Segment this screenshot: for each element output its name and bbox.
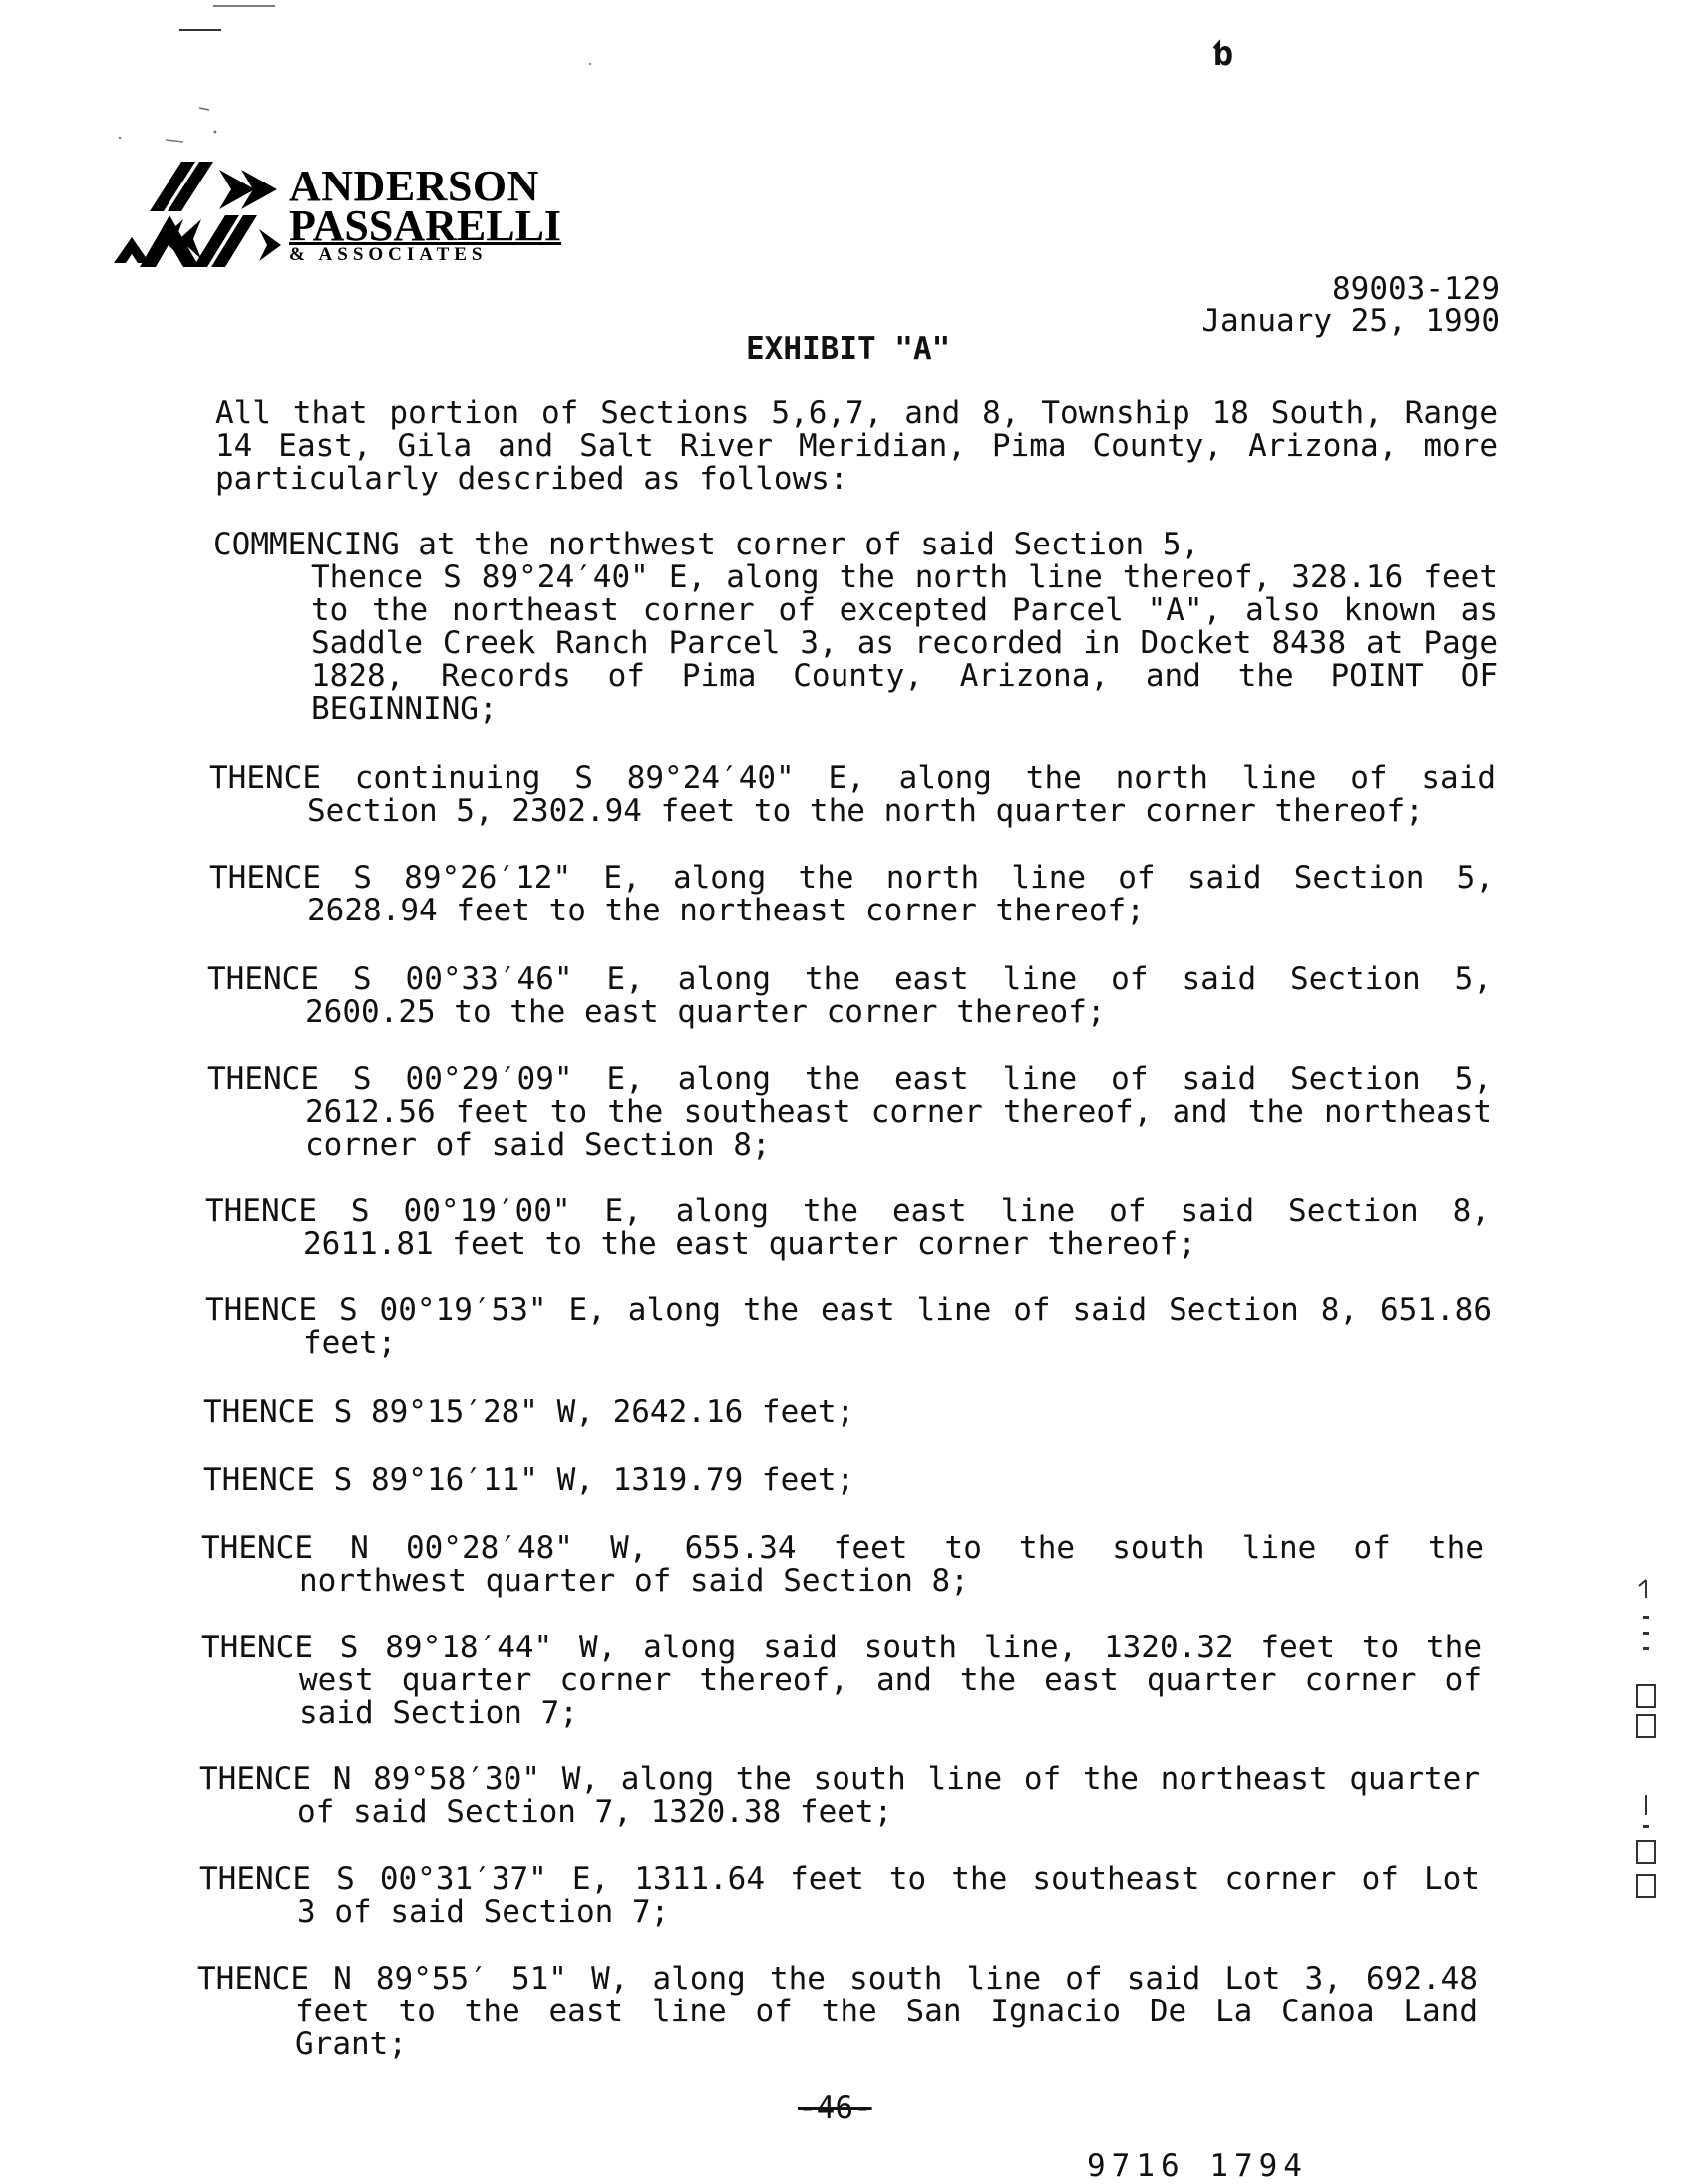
logo-line-3: & ASSOCIATES [289, 244, 488, 265]
paragraph-continuation: Section 5, 2302.94 feet to the north quarter corner thereof; [307, 793, 1424, 829]
legal-paragraph [203, 1396, 1490, 1429]
company-logo-icon [110, 160, 299, 271]
paragraph-first-line: THENCE S 89°18′44" W, along said south line, 1320.32 feet to the [201, 1630, 1482, 1665]
paragraph-first-line: THENCE N 89°55′ 51" W, along the south line of said Lot 3, 692.48 [197, 1961, 1478, 1997]
paragraph-continuation: 2600.25 to the east quarter corner thereof; [305, 994, 1106, 1030]
legal-paragraph [209, 862, 1494, 927]
paragraph-continuation: 2611.81 feet to the east quarter corner thereof; [303, 1226, 1196, 1262]
legal-paragraph [199, 1863, 1480, 1929]
paragraph-continuation: feet to the east line of the San Ignacio De La Canoa Land Grant; [295, 1994, 1478, 2062]
paragraph-continuation: 3 of said Section 7; [297, 1894, 670, 1930]
paragraph-continuation: northwest quarter of said Section 8; [299, 1563, 969, 1599]
exhibit-title: EXHIBIT "A" [746, 331, 951, 367]
paragraph-first-line: THENCE continuing S 89°24′40" E, along the north line of said [209, 760, 1496, 796]
paragraph-first-line: THENCE S 00°29′09" E, along the east line of said Section 5, [207, 1061, 1492, 1097]
paragraph-continuation: feet; [303, 1325, 397, 1361]
logo-line-1: ANDERSON [289, 162, 539, 210]
page-number: -46- [798, 2090, 872, 2126]
paragraph-first-line: THENCE S 89°16′11" W, 1319.79 feet; [203, 1462, 855, 1498]
legal-paragraph [205, 1294, 1492, 1360]
paragraph-continuation: of said Section 7, 1320.38 feet; [297, 1794, 893, 1830]
legal-paragraph [207, 963, 1492, 1029]
paragraph-first-line: THENCE S 89°26′12" E, along the north line of said Section 5, [209, 860, 1494, 896]
paragraph-first-line: THENCE S 00°31′37" E, 1311.64 feet to the southeast corner of Lot [199, 1861, 1480, 1897]
logo-line-2: PASSARELLI [289, 201, 562, 250]
legal-paragraph [197, 1963, 1478, 2061]
legal-paragraph [201, 1532, 1484, 1598]
paragraph-first-line: COMMENCING at the northwest corner of said Section 5, [213, 527, 1200, 562]
company-logo-text [289, 162, 562, 265]
recording-reference: 9716 1794 [1087, 2148, 1308, 2184]
paragraph-first-line: THENCE S 00°19′00" E, along the east line of said Section 8, [205, 1193, 1490, 1229]
legal-paragraph [203, 1464, 1490, 1497]
legal-paragraph [205, 1195, 1490, 1261]
recording-stamp [1631, 1576, 1661, 1915]
paragraph-first-line: THENCE S 00°33′46" E, along the east line of said Section 5, [207, 961, 1492, 997]
legal-paragraph [209, 762, 1496, 828]
legal-paragraph-commencing [213, 529, 1498, 726]
paragraph-first-line: THENCE N 89°58′30" W, along the south line of the northeast quarter [199, 1761, 1480, 1797]
paragraph-continuation: Thence S 89°24′40" E, along the north line thereof, 328.16 feet to the northeast corner of excepted Parcel "A", also known as Saddle Creek Ranch Parcel 3, as recorded in Docket 8438 at Page 1828, Records of Pima County, Arizona, and the POINT OF BEGINNING; [311, 559, 1498, 727]
legal-paragraph [207, 1063, 1492, 1162]
legal-paragraph [201, 1632, 1482, 1730]
intro-paragraph: All that portion of Sections 5,6,7, and 8, Township 18 South, Range 14 East, Gila and Salt River Meridian, Pima County, Arizona, more particularly described as follows: [215, 395, 1498, 497]
paragraph-continuation: 2612.56 feet to the southeast corner thereof, and the northeast corner of said Section 8; [305, 1094, 1492, 1163]
legal-paragraph [199, 1763, 1480, 1829]
corner-mark: ƅ [1212, 34, 1233, 74]
file-number: 89003-129 [1332, 271, 1500, 307]
paragraph-continuation: west quarter corner thereof, and the east quarter corner of said Section 7; [299, 1662, 1482, 1731]
paragraph-first-line: THENCE N 00°28′48" W, 655.34 feet to the south line of the [201, 1530, 1484, 1566]
paragraph-first-line: THENCE S 00°19′53" E, along the east line of said Section 8, 651.86 [205, 1292, 1492, 1328]
document-date: January 25, 1990 [1201, 303, 1500, 339]
paragraph-continuation: 2628.94 feet to the northeast corner thereof; [307, 893, 1145, 928]
paragraph-first-line: THENCE S 89°15′28" W, 2642.16 feet; [203, 1394, 855, 1430]
